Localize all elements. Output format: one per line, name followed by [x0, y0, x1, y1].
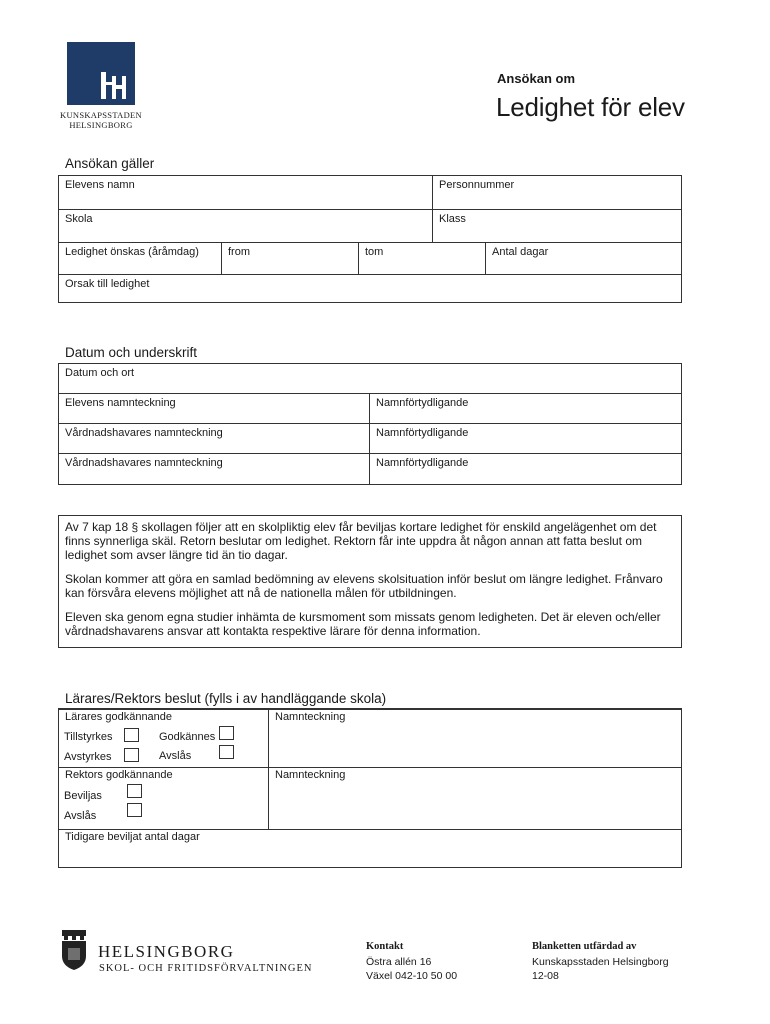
- logo-line2: HELSINGBORG: [69, 120, 133, 130]
- avstyrkes-label: Avstyrkes: [64, 751, 112, 763]
- elevens-namn-field[interactable]: [59, 176, 433, 210]
- antal-dagar-label: Antal dagar: [492, 246, 549, 258]
- namnfortydligande-label-3: Namnförtydligande: [376, 457, 469, 469]
- larare-namnteckning-label: Namnteckning: [275, 711, 346, 723]
- form-subtitle: Ansökan om: [497, 71, 576, 86]
- namnfortydligande-label-2: Namnförtydligande: [376, 427, 469, 439]
- larare-namnteckning-field[interactable]: [269, 710, 681, 768]
- info-paragraph-1: Av 7 kap 18 § skollagen följer att en skolpliktig elev får beviljas kortare ledighet för enskild angelägenhet om det finns synnerliga skäl. Retorn beslutar om ledighet. Rektorn får inte uppdra åt någon annan att fatta beslut om ledighet som avser längre tid än tio dagar.: [65, 520, 657, 562]
- avstyrkes-checkbox[interactable]: [124, 748, 139, 762]
- vardnadshavare-namnteckning-field-2[interactable]: [59, 454, 370, 484]
- skollagen-info-box: [58, 515, 682, 648]
- tidigare-beviljat-field[interactable]: [59, 830, 681, 867]
- skola-field[interactable]: [59, 210, 433, 243]
- from-label: from: [228, 246, 250, 258]
- orsak-field[interactable]: [59, 275, 681, 302]
- skola-label: Skola: [65, 213, 93, 225]
- footer-brand: HELSINGBORG: [98, 942, 235, 961]
- utfardad-issuer: Kunskapsstaden Helsingborg: [532, 956, 669, 968]
- section-ansokan-galler-title: Ansökan gäller: [65, 156, 155, 171]
- info-paragraph-3: Eleven ska genom egna studier inhämta de kursmoment som missats genom ledigheten. Det är eleven och/eller vårdnadshavarens ansvar att kontakta respektive lärare för denna information.: [65, 610, 661, 638]
- info-paragraph-2: Skolan kommer att göra en samlad bedömning av elevens skolsituation inför beslut om längre ledighet. Frånvaro kan försvåra elevens möjlighet att nå de nationella målen för utbildningen.: [65, 572, 663, 600]
- namnfortydligande-field-1[interactable]: [370, 394, 681, 424]
- helsingborg-emblem-icon: [60, 930, 88, 970]
- ansokan-table: [58, 175, 682, 303]
- personnummer-label: Personnummer: [439, 179, 515, 191]
- logo-wordmark: [55, 110, 147, 130]
- vardnadshavare-label-1: Vårdnadshavares namnteckning: [65, 427, 223, 439]
- utfardad-date: 12-08: [532, 970, 559, 982]
- ledighet-onskas-cell: [59, 243, 222, 275]
- namnfortydligande-field-2[interactable]: [370, 424, 681, 454]
- datum-ort-field[interactable]: [59, 364, 681, 394]
- beviljas-checkbox[interactable]: [127, 784, 142, 798]
- tidigare-beviljat-label: Tidigare beviljat antal dagar: [65, 831, 200, 843]
- larares-godkannande-label: Lärares godkännande: [65, 711, 173, 723]
- section-beslut-title: Lärares/Rektors beslut (fylls i av handläggande skola): [65, 691, 387, 706]
- rektor-avslas-checkbox[interactable]: [127, 803, 142, 817]
- from-field[interactable]: [222, 243, 359, 275]
- kontakt-phone: Växel 042-10 50 00: [366, 970, 458, 982]
- rektor-namnteckning-field[interactable]: [269, 768, 681, 830]
- beslut-table: [58, 708, 682, 868]
- footer-brand-sub: SKOL- OCH FRITIDSFÖRVALTNINGEN: [99, 963, 313, 974]
- orsak-label: Orsak till ledighet: [65, 278, 150, 290]
- tom-label: tom: [365, 246, 384, 258]
- larare-avslas-label: Avslås: [159, 750, 192, 762]
- kontakt-heading: Kontakt: [366, 941, 404, 952]
- tom-field[interactable]: [359, 243, 486, 275]
- godkannes-label: Godkännes: [159, 731, 216, 743]
- klass-label: Klass: [439, 213, 466, 225]
- namnfortydligande-field-3[interactable]: [370, 454, 681, 484]
- rektor-avslas-label: Avslås: [64, 810, 97, 822]
- tillstyrkes-label: Tillstyrkes: [64, 731, 113, 743]
- rektors-godkannande-label: Rektors godkännande: [65, 769, 173, 781]
- vardnadshavare-namnteckning-field-1[interactable]: [59, 424, 370, 454]
- section-datum-title: Datum och underskrift: [65, 345, 198, 360]
- tillstyrkes-checkbox[interactable]: [124, 728, 139, 742]
- godkannes-checkbox[interactable]: [219, 726, 234, 740]
- personnummer-field[interactable]: [433, 176, 681, 210]
- kunskapsstaden-logo: [67, 42, 135, 105]
- form-title: Ledighet för elev: [496, 92, 685, 122]
- beviljas-label: Beviljas: [64, 790, 102, 802]
- ledighet-onskas-label: Ledighet önskas (åråmdag): [65, 246, 199, 258]
- underskrift-table: [58, 363, 682, 485]
- elevens-namnteckning-field[interactable]: [59, 394, 370, 424]
- vardnadshavare-label-2: Vårdnadshavares namnteckning: [65, 457, 223, 469]
- larare-avslas-checkbox[interactable]: [219, 745, 234, 759]
- logo-line1: KUNSKAPSSTADEN: [60, 110, 142, 120]
- datum-ort-label: Datum och ort: [65, 367, 135, 379]
- antal-dagar-field[interactable]: [486, 243, 681, 275]
- kontakt-address: Östra allén 16: [366, 956, 432, 968]
- logo-mark-icon: [67, 42, 135, 105]
- rektor-namnteckning-label: Namnteckning: [275, 769, 346, 781]
- elevens-namnteckning-label: Elevens namnteckning: [65, 397, 176, 409]
- klass-field[interactable]: [433, 210, 681, 243]
- namnfortydligande-label-1: Namnförtydligande: [376, 397, 469, 409]
- elevens-namn-label: Elevens namn: [65, 179, 135, 191]
- utfardad-heading: Blanketten utfärdad av: [532, 941, 637, 952]
